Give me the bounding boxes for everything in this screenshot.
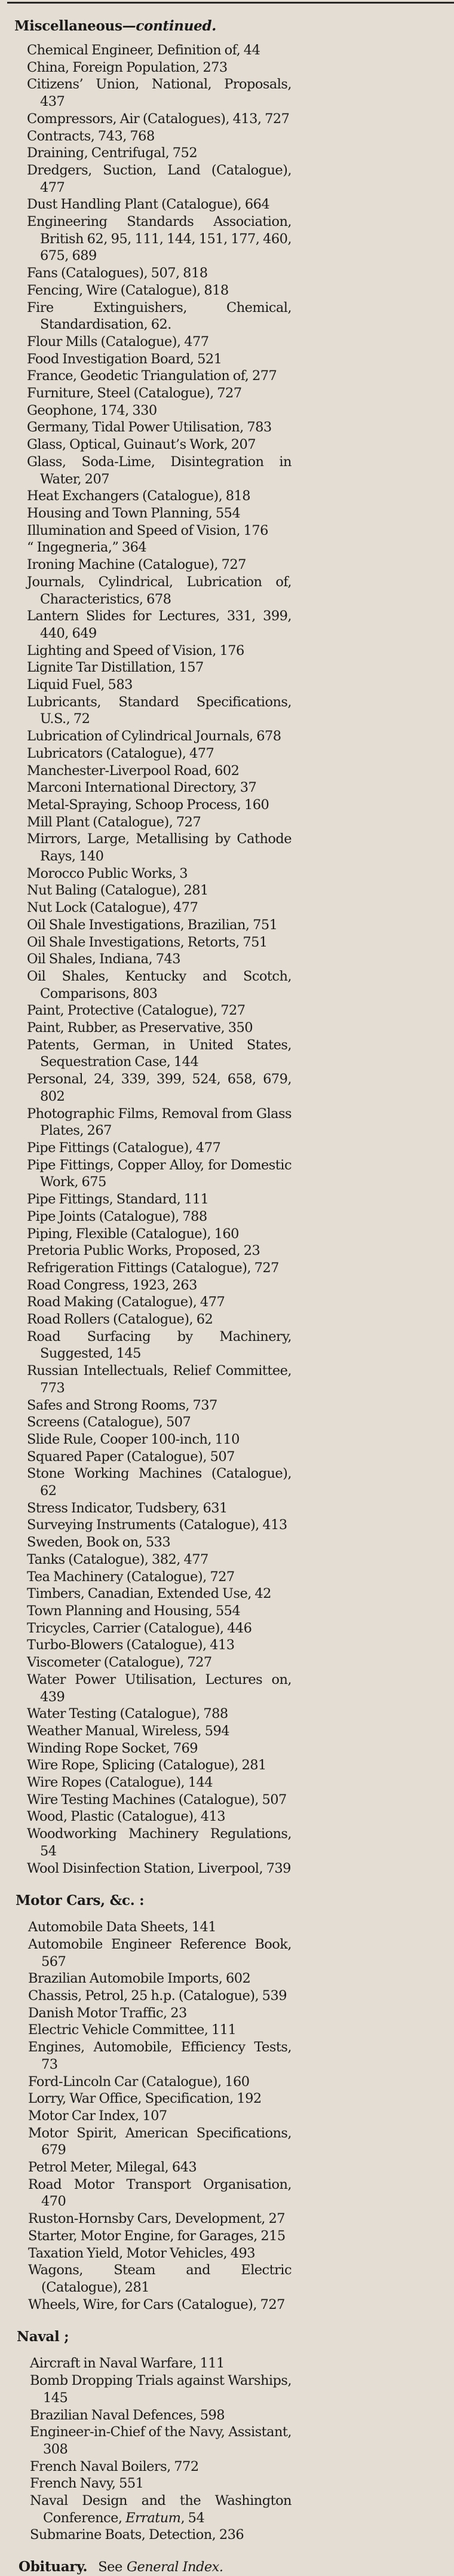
obituary-entry bbox=[19, 2558, 454, 2576]
index-entry: Flour Mills (Catalogue), 477 bbox=[27, 333, 209, 350]
index-entry: Wire Rope, Splicing (Catalogue), 281 bbox=[27, 1757, 266, 1774]
index-entry: Petrol Meter, Milegal, 643 bbox=[28, 2160, 197, 2176]
top-rule bbox=[7, 2, 454, 4]
index-entry: Automobile Data Sheets, 141 bbox=[28, 1919, 217, 1935]
index-entry: Town Planning and Housing, 554 bbox=[27, 1603, 241, 1619]
index-entry: Piping, Flexible (Catalogue), 160 bbox=[27, 1226, 239, 1242]
index-entry: Squared Paper (Catalogue), 507 bbox=[27, 1448, 235, 1465]
index-entry: Stress Indicator, Tudsbery, 631 bbox=[27, 1500, 228, 1516]
index-entry: Wire Ropes (Catalogue), 144 bbox=[27, 1775, 213, 1791]
index-entry: Starter, Motor Engine, for Garages, 215 bbox=[28, 2228, 286, 2244]
index-entry: Safes and Strong Rooms, 737 bbox=[27, 1397, 217, 1413]
index-entry: Personal, 24, 339, 399, 524, 658, 679, 802 bbox=[27, 1071, 292, 1104]
index-entry: Pipe Fittings (Catalogue), 477 bbox=[27, 1140, 221, 1156]
index-entry: Furniture, Steel (Catalogue), 727 bbox=[27, 385, 242, 402]
index-entry: Nut Lock (Catalogue), 477 bbox=[27, 900, 198, 916]
index-entry: Lubrication of Cylindrical Journals, 678 bbox=[27, 728, 281, 745]
section-heading: Motor Cars, &c. : bbox=[16, 1892, 145, 1909]
index-entry: Morocco Public Works, 3 bbox=[27, 865, 188, 881]
index-entry: Screens (Catalogue), 507 bbox=[27, 1414, 191, 1431]
index-entry: Metal-Spraying, Schoop Process, 160 bbox=[27, 797, 269, 813]
section-heading: Naval ; bbox=[17, 2329, 69, 2345]
index-entry: Wood, Plastic (Catalogue), 413 bbox=[27, 1809, 226, 1825]
index-entry: Lignite Tar Distillation, 157 bbox=[27, 660, 204, 676]
entry-list bbox=[27, 42, 292, 1877]
index-entry: Submarine Boats, Detection, 236 bbox=[30, 2527, 244, 2543]
index-entry: Road Rollers (Catalogue), 62 bbox=[27, 1312, 213, 1328]
index-entry: Winding Rope Socket, 769 bbox=[27, 1740, 198, 1756]
index-entry: Lorry, War Office, Specification, 192 bbox=[28, 2091, 262, 2107]
index-entry: Heat Exchangers (Catalogue), 818 bbox=[27, 488, 251, 504]
section-motor-cars bbox=[0, 1891, 454, 2313]
index-entry: Compressors, Air (Catalogues), 413, 727 bbox=[27, 111, 290, 127]
index-entry: Oil Shales, Kentucky and Scotch, Comparisons, 803 bbox=[27, 968, 292, 1001]
index-entry: Stone Working Machines (Catalogue), 62 bbox=[27, 1466, 292, 1499]
index-entry: Liquid Fuel, 583 bbox=[27, 677, 133, 693]
entry-list bbox=[30, 2355, 292, 2544]
index-entry: Tanks (Catalogue), 382, 477 bbox=[27, 1551, 208, 1567]
index-entry: Mill Plant (Catalogue), 727 bbox=[27, 814, 201, 830]
index-entry: Turbo-Blowers (Catalogue), 413 bbox=[27, 1637, 235, 1653]
index-entry: Aircraft in Naval Warfare, 111 bbox=[30, 2356, 225, 2372]
index-entry: Water Power Utilisation, Lectures on, 439 bbox=[27, 1671, 292, 1705]
index-entry: Automobile Engineer Reference Book, 567 bbox=[28, 1936, 292, 1969]
index-entry: Housing and Town Planning, 554 bbox=[27, 505, 241, 521]
index-entry: Mirrors, Large, Metallising by Cathode Rays, 140 bbox=[27, 831, 292, 865]
index-entry: Refrigeration Fittings (Catalogue), 727 bbox=[27, 1260, 279, 1276]
continued-label: —continued. bbox=[122, 18, 216, 34]
index-entry: Tricycles, Carrier (Catalogue), 446 bbox=[27, 1620, 252, 1636]
index-entry: Russian Intellectuals, Relief Committee, 773 bbox=[27, 1363, 292, 1396]
index-entry: Illumination and Speed of Vision, 176 bbox=[27, 522, 268, 538]
index-entry: Lubricants, Standard Specifications, U.S., 72 bbox=[27, 694, 292, 727]
index-entry: Fire Extinguishers, Chemical, Standardisation, 62. bbox=[27, 299, 292, 333]
index-entry: Oil Shale Investigations, Brazilian, 751 bbox=[27, 917, 278, 933]
index-entry: Patents, German, in United States, Sequestration Case, 144 bbox=[27, 1037, 292, 1070]
index-entry: Draining, Centrifugal, 752 bbox=[27, 145, 198, 161]
index-entry: Road Motor Transport Organisation, 470 bbox=[28, 2176, 292, 2210]
italic-term: Erratum bbox=[125, 2510, 181, 2526]
index-entry: Food Investigation Board, 521 bbox=[27, 351, 222, 367]
index-entry: France, Geodetic Triangulation of, 277 bbox=[27, 368, 277, 384]
index-entry: China, Foreign Population, 273 bbox=[27, 59, 228, 75]
index-entry: Ironing Machine (Catalogue), 727 bbox=[27, 557, 246, 573]
index-entry: Ford-Lincoln Car (Catalogue), 160 bbox=[28, 2073, 250, 2090]
section-heading-text: Miscellaneous bbox=[14, 18, 122, 34]
index-entry: Pipe Joints (Catalogue), 788 bbox=[27, 1208, 207, 1224]
index-entry: Lantern Slides for Lectures, 331, 399, 440, 649 bbox=[27, 608, 292, 641]
index-entry: Photographic Films, Removal from Glass Plates, 267 bbox=[27, 1105, 292, 1139]
index-entry: Marconi International Directory, 37 bbox=[27, 780, 257, 796]
index-entry: Glass, Soda-Lime, Disintegration in Water, 207 bbox=[27, 454, 292, 487]
index-entry: Journals, Cylindrical, Lubrication of, Characteristics, 678 bbox=[27, 574, 292, 607]
index-entry: Brazilian Automobile Imports, 602 bbox=[28, 1971, 251, 1987]
index-entry: Contracts, 743, 768 bbox=[27, 128, 155, 144]
cross-reference-link[interactable]: General Index. bbox=[126, 2559, 223, 2575]
index-entry: Manchester-Liverpool Road, 602 bbox=[27, 762, 240, 779]
index-entry: Glass, Optical, Guinaut’s Work, 207 bbox=[27, 437, 256, 453]
index-entry: Taxation Yield, Motor Vehicles, 493 bbox=[28, 2245, 256, 2261]
index-entry: Engineer-in-Chief of the Navy, Assistant, 308 bbox=[30, 2424, 292, 2457]
index-entry: Dust Handling Plant (Catalogue), 664 bbox=[27, 197, 270, 213]
index-entry: Bomb Dropping Trials against Warships, 145 bbox=[30, 2373, 292, 2406]
index-entry: Wagons, Steam and Electric (Catalogue), 281 bbox=[28, 2262, 292, 2295]
index-entry: Electric Vehicle Committee, 111 bbox=[28, 2022, 237, 2038]
index-entry: Engineering Standards Association, British 62, 95, 111, 144, 151, 177, 460, 675, 689 bbox=[27, 214, 292, 264]
index-entry: Road Congress, 1923, 263 bbox=[27, 1277, 197, 1293]
section-heading bbox=[14, 17, 454, 36]
index-entry: Weather Manual, Wireless, 594 bbox=[27, 1723, 230, 1739]
index-entry: Lubricators (Catalogue), 477 bbox=[27, 745, 214, 761]
index-entry: Road Surfacing by Machinery, Suggested, 145 bbox=[27, 1328, 292, 1362]
index-entry: Chassis, Petrol, 25 h.p. (Catalogue), 539 bbox=[28, 1988, 287, 2004]
entry-list bbox=[28, 1919, 292, 2313]
index-entry: Sweden, Book on, 533 bbox=[27, 1534, 171, 1551]
section-naval bbox=[0, 2327, 454, 2544]
index-entry: Paint, Protective (Catalogue), 727 bbox=[27, 1003, 246, 1019]
index-entry: Tea Machinery (Catalogue), 727 bbox=[27, 1569, 235, 1585]
index-entry: French Naval Boilers, 772 bbox=[30, 2458, 199, 2474]
index-entry: Naval Design and the Washington Conference, Erratum, 54 bbox=[30, 2493, 292, 2526]
index-entry: Wool Disinfection Station, Liverpool, 739 bbox=[27, 1860, 291, 1876]
index-entry: Wheels, Wire, for Cars (Catalogue), 727 bbox=[28, 2296, 285, 2312]
index-page bbox=[0, 17, 454, 2576]
index-entry: Nut Baling (Catalogue), 281 bbox=[27, 883, 208, 899]
index-entry: Timbers, Canadian, Extended Use, 42 bbox=[27, 1586, 271, 1602]
index-entry: Motor Car Index, 107 bbox=[28, 2108, 167, 2124]
index-entry: French Navy, 551 bbox=[30, 2476, 144, 2492]
index-entry: “ Ingegneria,” 364 bbox=[27, 540, 147, 556]
index-entry: Dredgers, Suction, Land (Catalogue), 477 bbox=[27, 162, 292, 195]
obituary-heading: Obituary. bbox=[19, 2559, 88, 2575]
index-entry: Ruston-Hornsby Cars, Development, 27 bbox=[28, 2211, 285, 2227]
section-miscellaneous bbox=[0, 17, 454, 1877]
index-entry: Surveying Instruments (Catalogue), 413 bbox=[27, 1517, 287, 1533]
index-entry: Citizens’ Union, National, Proposals, 437 bbox=[27, 76, 292, 110]
index-entry: Chemical Engineer, Definition of, 44 bbox=[27, 42, 260, 58]
index-entry: Slide Rule, Cooper 100-inch, 110 bbox=[27, 1431, 240, 1447]
see-label: See bbox=[98, 2559, 122, 2575]
index-entry: Road Making (Catalogue), 477 bbox=[27, 1294, 225, 1310]
index-entry: Oil Shale Investigations, Retorts, 751 bbox=[27, 934, 268, 950]
index-entry: Germany, Tidal Power Utilisation, 783 bbox=[27, 419, 272, 436]
index-entry: Oil Shales, Indiana, 743 bbox=[27, 951, 181, 967]
index-entry: Viscometer (Catalogue), 727 bbox=[27, 1655, 212, 1671]
index-entry: Engines, Automobile, Efficiency Tests, 73 bbox=[28, 2039, 292, 2072]
index-entry: Motor Spirit, American Specifications, 679 bbox=[28, 2125, 292, 2158]
index-entry: Lighting and Speed of Vision, 176 bbox=[27, 642, 244, 658]
index-entry: Brazilian Naval Defences, 598 bbox=[30, 2407, 225, 2423]
index-entry: Water Testing (Catalogue), 788 bbox=[27, 1706, 228, 1722]
index-entry: Pretoria Public Works, Proposed, 23 bbox=[27, 1243, 260, 1259]
index-entry: Fans (Catalogues), 507, 818 bbox=[27, 265, 208, 281]
index-entry: Fencing, Wire (Catalogue), 818 bbox=[27, 282, 229, 298]
index-entry: Wire Testing Machines (Catalogue), 507 bbox=[27, 1791, 287, 1808]
index-entry: Danish Motor Traffic, 23 bbox=[28, 2005, 187, 2021]
index-entry: Geophone, 174, 330 bbox=[27, 402, 157, 418]
index-entry: Pipe Fittings, Copper Alloy, for Domestic Work, 675 bbox=[27, 1157, 292, 1190]
index-entry: Pipe Fittings, Standard, 111 bbox=[27, 1191, 209, 1208]
index-entry: Woodworking Machinery Regulations, 54 bbox=[27, 1826, 292, 1859]
index-entry: Paint, Rubber, as Preservative, 350 bbox=[27, 1020, 253, 1036]
